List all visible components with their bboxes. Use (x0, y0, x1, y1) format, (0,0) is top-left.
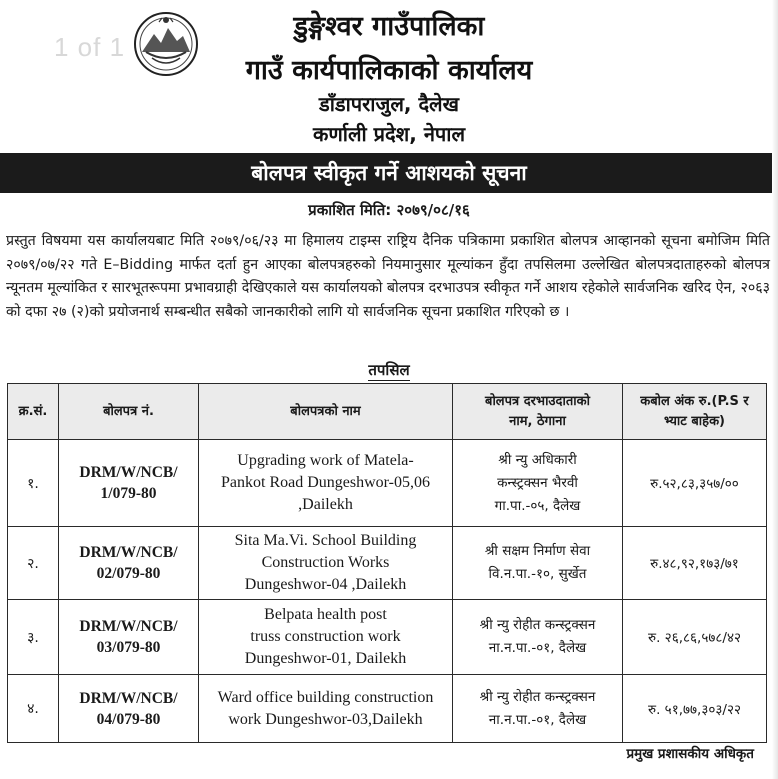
cell-sn: ३. (8, 600, 59, 675)
bid-name-line1: Upgrading work of Matela- (237, 452, 414, 469)
cell-bid-no (59, 600, 199, 675)
cell-bidder (453, 600, 623, 675)
signatory-title: प्रमुख प्रशासकीय अधिकृत (626, 746, 754, 762)
bid-no-line1: DRM/W/NCB/ (79, 464, 178, 481)
bid-name-line3: ,Dailekh (298, 496, 353, 513)
notice-title: बोलपत्र स्वीकृत गर्ने आशयको सूचना (251, 161, 527, 185)
table-row (8, 440, 767, 527)
col-header-amount-line2: भ्याट बाहेक) (663, 413, 725, 429)
col-header-bidder (453, 384, 623, 440)
bidder-line1: श्री सक्षम निर्माण सेवा (484, 543, 591, 559)
office-name: गाउँ कार्यपालिकाको कार्यालय (245, 55, 533, 86)
bid-name-line2: work Dungeshwor-03,Dailekh (228, 710, 423, 728)
bid-no-line1: DRM/W/NCB/ (79, 544, 178, 561)
letterhead (0, 0, 778, 150)
bid-name-line3: Dungeshwor-04 ,Dailekh (244, 576, 407, 593)
col-header-sn: क्र.सं. (8, 384, 59, 440)
table-header-row (8, 384, 767, 440)
bid-no-line1: DRM/W/NCB/ (79, 689, 178, 707)
cell-sn: ४. (8, 675, 59, 743)
bid-name-line2: Construction Works (261, 554, 390, 571)
notice-title-banner (0, 153, 778, 193)
table-caption-text: तपसिल (368, 361, 410, 379)
cell-amount: रु.४८,९२,१७३/७१ (623, 527, 767, 600)
cell-amount: रु.५२,८३,३५७/०० (623, 440, 767, 527)
bid-no-line1: DRM/W/NCB/ (79, 618, 178, 635)
col-header-bid-no: बोलपत्र नं. (59, 384, 199, 440)
bid-no-line2: 02/079-80 (96, 565, 161, 582)
bid-name-line1: Ward office building construction (217, 688, 434, 706)
table-row (8, 527, 767, 600)
bidder-line2: कन्स्ट्रक्सन भैरवी (497, 474, 578, 491)
bidder-line1: श्री न्यु अधिकारी (498, 451, 577, 468)
bid-name-line2: truss construction work (250, 628, 401, 645)
col-header-bid-name: बोलपत्रको नाम (199, 384, 453, 440)
bid-name-line1: Belpata health post (264, 606, 387, 623)
col-header-amount-line1: कबोल अंक रु.(P.S र (640, 393, 749, 409)
bid-no-line2: 03/079-80 (96, 639, 161, 656)
table-row (8, 675, 767, 743)
cell-bid-no (59, 675, 199, 743)
bidder-line3: गा.पा.-०५, दैलेख (494, 497, 581, 514)
office-address: डाँडापराजुल, दैलेख (319, 92, 459, 116)
bid-no-line2: 04/079-80 (96, 710, 161, 728)
bidder-line2: ना.न.पा.-०१, दैलेख (488, 640, 587, 656)
cell-bid-name (199, 600, 453, 675)
cell-bid-no (59, 527, 199, 600)
bidder-line2: ना.न.पा.-०१, दैलेख (488, 711, 587, 728)
bidder-line2: वि.न.पा.-१०, सुर्खेत (488, 566, 587, 582)
page-watermark: 1 of 1 (54, 32, 126, 62)
cell-amount: रु. २६,८६,५७८/४२ (623, 600, 767, 675)
cell-bid-name (199, 440, 453, 527)
bid-table (7, 383, 767, 743)
bid-no-line2: 1/079-80 (100, 485, 157, 502)
col-header-bidder-line1: बोलपत्र दरभाउदाताको (485, 393, 590, 409)
bid-name-line3: Dungeshwor-01, Dailekh (244, 650, 407, 667)
bidder-line1: श्री न्यु रोहीत कन्स्ट्रक्सन (479, 617, 596, 633)
cell-amount: रु. ५१,७७,३०३/२२ (623, 675, 767, 743)
bidder-line1: श्री न्यु रोहीत कन्स्ट्रक्सन (479, 688, 596, 705)
cell-bid-name (199, 527, 453, 600)
table-caption (0, 360, 778, 380)
published-date: प्रकाशित मिति: २०७९/०८/१६ (308, 201, 470, 219)
page-edge-shadow (772, 0, 778, 779)
cell-bidder (453, 440, 623, 527)
col-header-bidder-line2: नाम, ठेगाना (509, 413, 566, 429)
cell-bid-name (199, 675, 453, 743)
cell-bidder (453, 527, 623, 600)
col-header-amount (623, 384, 767, 440)
table-row (8, 600, 767, 675)
notice-body: प्रस्तुत विषयमा यस कार्यालयबाट मिति २०७९/०६/२३ मा हिमालय टाइम्स राष्ट्रिय दैनिक पत्रिकामा प्रकाशित बोलपत्र आव्हानको सूचना बमोजिम मिति २०७९/०७/२२ गते E–Bidding मार्फत दर्ता हुन आएका बोलपत्रहरुको नियमानुसार मूल्यांकन हुँदा तपसिलमा उल्लेखित बोलपत्रदाताहरुको बोलपत्र न्यूनतम मूल्यांकित र सारभूतरूपमा प्रभावग्राही देखिएकाले यस कार्यालयको बोलपत्र दरभाउपत्र स्वीकृत गर्ने आशय रहेकोले सार्वजनिक खरिद ऐन, २०६३ को दफा २७ (२)को प्रयोजनार्थ सम्बन्धीत सबैको जानकारीको लागि यो सार्वजनिक सूचना प्रकाशित गरिएको छ । (6, 233, 770, 320)
cell-bid-no (59, 440, 199, 527)
bid-name-line2: Pankot Road Dungeshwor-05,06 (221, 474, 430, 491)
cell-bidder (453, 675, 623, 743)
cell-sn: २. (8, 527, 59, 600)
cell-sn: १. (8, 440, 59, 527)
org-name: डुङ्गेश्वर गाउँपालिका (293, 11, 485, 42)
province-line: कर्णाली प्रदेश, नेपाल (312, 122, 466, 146)
bid-name-line1: Sita Ma.Vi. School Building (234, 532, 417, 549)
